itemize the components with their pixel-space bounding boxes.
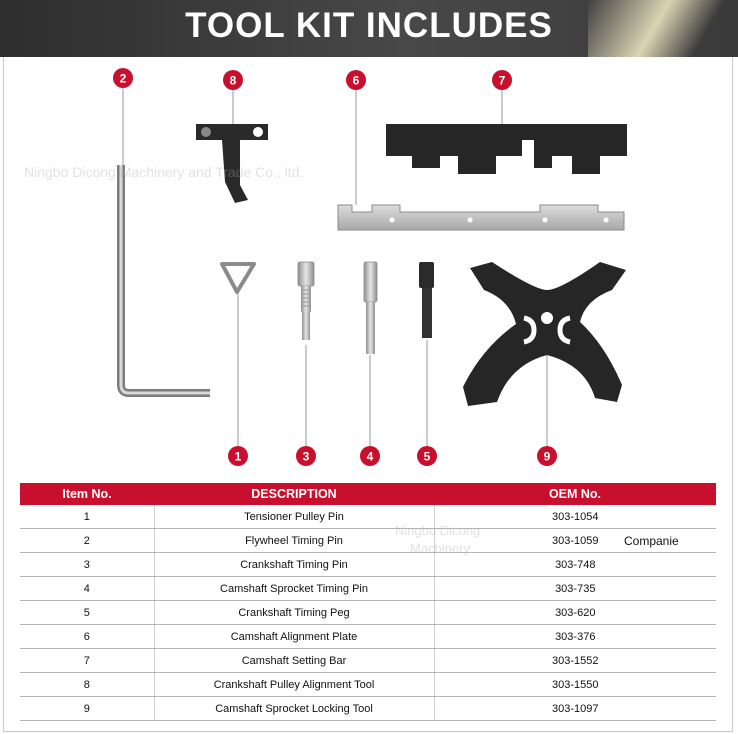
description-cell: Camshaft Sprocket Locking Tool (154, 697, 434, 721)
badge-label: 2 (119, 71, 127, 86)
callout-badge-8 (223, 70, 243, 90)
table-row (20, 505, 716, 529)
table-watermark-2: Machinery (410, 541, 470, 556)
camshaft-setting-bar-image (386, 124, 627, 174)
parts-table (20, 483, 716, 721)
description-cell: Camshaft Setting Bar (154, 649, 434, 673)
oem-no-cell: 303-735 (434, 577, 716, 601)
camshaft-alignment-plate-image (338, 205, 624, 230)
badge-label: 3 (302, 449, 310, 464)
overlay-note: Companie (624, 534, 679, 548)
callout-badge-4 (360, 446, 380, 466)
description-cell: Crankshaft Pulley Alignment Tool (154, 673, 434, 697)
column-header-oem-no: OEM No. (434, 483, 716, 505)
table-row (20, 697, 716, 721)
tensioner-pulley-pin-image (222, 264, 254, 292)
crankshaft-timing-peg-image (419, 262, 434, 338)
watermark-text: Ningbo Dicong Machinery and Trade Co., ltd. (24, 164, 304, 180)
oem-no-cell: 303-1054 (434, 505, 716, 529)
callout-badge-5 (417, 446, 437, 466)
description-cell: Crankshaft Timing Pin (154, 553, 434, 577)
item-no-cell: 3 (20, 553, 154, 577)
oem-no-cell: 303-1097 (434, 697, 716, 721)
crankshaft-timing-pin-image (298, 262, 314, 340)
oem-no-cell: 303-1550 (434, 673, 716, 697)
oem-no-cell: 303-748 (434, 553, 716, 577)
column-header-description: DESCRIPTION (154, 483, 434, 505)
camshaft-sprocket-locking-tool-image (463, 262, 626, 406)
callout-badge-3 (296, 446, 316, 466)
description-cell: Camshaft Sprocket Timing Pin (154, 577, 434, 601)
item-no-cell: 2 (20, 529, 154, 553)
item-no-cell: 1 (20, 505, 154, 529)
item-no-cell: 4 (20, 577, 154, 601)
table-watermark-1: Ningbo Dicong (395, 523, 481, 538)
table-row (20, 529, 716, 553)
callout-badge-1 (228, 446, 248, 466)
badge-label: 1 (234, 449, 242, 464)
oem-no-cell: 303-1059 (434, 529, 716, 553)
camshaft-sprocket-timing-pin-image (364, 262, 377, 354)
table-row (20, 577, 716, 601)
badge-label: 5 (423, 449, 431, 464)
item-no-cell: 9 (20, 697, 154, 721)
description-cell: Flywheel Timing Pin (154, 529, 434, 553)
badge-label: 4 (366, 449, 374, 464)
item-no-cell: 5 (20, 601, 154, 625)
description-cell: Tensioner Pulley Pin (154, 505, 434, 529)
oem-no-cell: 303-620 (434, 601, 716, 625)
item-no-cell: 8 (20, 673, 154, 697)
flywheel-timing-pin-image (121, 165, 210, 393)
description-cell: Camshaft Alignment Plate (154, 625, 434, 649)
badge-label: 9 (543, 449, 551, 464)
table-row (20, 601, 716, 625)
badge-label: 7 (498, 73, 506, 88)
table-row (20, 673, 716, 697)
oem-no-cell: 303-1552 (434, 649, 716, 673)
banner-title: TOOL KIT INCLUDES (185, 6, 553, 45)
oem-no-cell: 303-376 (434, 625, 716, 649)
badge-label: 6 (352, 73, 360, 88)
callout-badge-9 (537, 446, 557, 466)
callout-badge-6 (346, 70, 366, 90)
table-row (20, 625, 716, 649)
table-row (20, 649, 716, 673)
table-row (20, 553, 716, 577)
callout-badge-2 (113, 68, 133, 88)
column-header-item-no: Item No. (20, 483, 154, 505)
item-no-cell: 7 (20, 649, 154, 673)
badge-label: 8 (229, 73, 237, 88)
table-header-row (20, 483, 716, 505)
description-cell: Crankshaft Timing Peg (154, 601, 434, 625)
item-no-cell: 6 (20, 625, 154, 649)
callout-badge-7 (492, 70, 512, 90)
